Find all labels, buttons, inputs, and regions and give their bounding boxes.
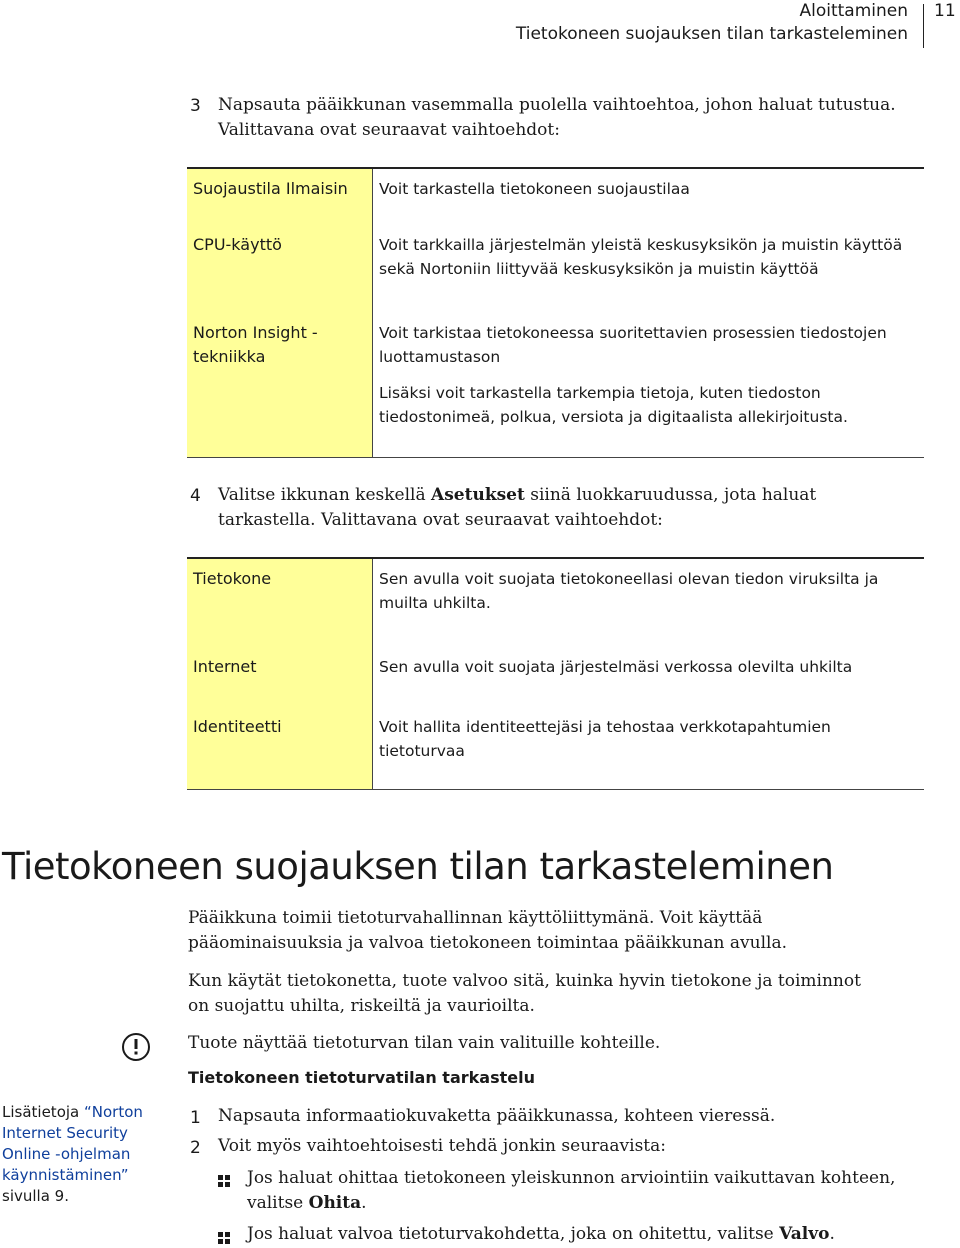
- cross-reference-note: [2, 1102, 152, 1207]
- step-line: Napsauta pääikkunan vasemmalla puolella vaihtoehtoa, johon haluat tutustua.: [218, 95, 896, 115]
- table-desc-text: Voit tarkastella tietokoneen suojaustilaa: [379, 180, 690, 198]
- table-desc: [372, 707, 924, 789]
- bullet-square-icon: [218, 1172, 230, 1184]
- ui-term: Asetukset: [431, 485, 525, 505]
- bullet-square-icon: [218, 1229, 230, 1241]
- table-desc: [372, 647, 924, 707]
- warning-icon: [121, 1032, 151, 1062]
- list-item: Jos haluat ohittaa tietokoneen yleiskunnon arviointiin vaikuttavan kohteen, valitse Ohita.: [247, 1168, 896, 1213]
- table-row: [187, 559, 924, 647]
- step-line: Valittavana ovat seuraavat vaihtoehdot:: [218, 120, 560, 140]
- paragraph: Kun käytät tietokonetta, tuote valvoo sitä, kuinka hyvin tietokone ja toiminnot on suojattu uhilta, riskeiltä ja vaurioilta.: [188, 971, 861, 1016]
- options-table-2: [187, 557, 924, 790]
- side-note-prefix: Lisätietoja: [2, 1103, 84, 1121]
- table-desc-text: Lisäksi voit tarkastella tarkempia tietoja, kuten tiedoston tiedostonimeä, polkua, versiota ja digitaalista allekirjoitusta.: [379, 384, 848, 426]
- table-desc: [372, 559, 924, 647]
- cross-reference-link[interactable]: “Norton Internet Security Online -ohjelman käynnistäminen”: [2, 1103, 143, 1184]
- table-row: [187, 225, 924, 313]
- table-desc-text: Sen avulla voit suojata järjestelmäsi verkossa olevilta uhkilta: [379, 658, 853, 676]
- ui-term: Ohita: [308, 1193, 362, 1213]
- list-item: Jos haluat valvoa tietoturvakohdetta, joka on ohitettu, valitse Valvo.: [247, 1224, 835, 1244]
- table-desc-text: Sen avulla voit suojata tietokoneellasi olevan tiedon viruksilta ja muilta uhkilta.: [379, 570, 879, 612]
- table-desc-text: Voit tarkistaa tietokoneessa suoritettavien prosessien tiedostojen luottamustason: [379, 324, 887, 366]
- header-divider: [923, 4, 924, 48]
- table-term: CPU-käyttö: [187, 225, 372, 313]
- table-term: Identiteetti: [187, 707, 372, 789]
- step-text: [218, 483, 928, 533]
- page-number: 11: [934, 1, 956, 21]
- step-text: [218, 93, 896, 143]
- options-table-1: [187, 167, 924, 458]
- step-number: 3: [190, 96, 201, 116]
- section-title: Tietokoneen suojauksen tilan tarkasteleminen: [2, 845, 834, 888]
- table-row: [187, 707, 924, 789]
- ui-term: Valvo: [779, 1224, 830, 1244]
- table-desc: [372, 169, 924, 225]
- step-text: Voit myös vaihtoehtoisesti tehdä jonkin seuraavista:: [218, 1136, 666, 1156]
- header-section: Aloittaminen: [799, 1, 908, 21]
- table-term: Tietokone: [187, 559, 372, 647]
- step-number: 4: [190, 486, 201, 506]
- table-term: Norton Insight -tekniikka: [187, 313, 372, 457]
- step-line: tarkastella. Valittavana ovat seuraavat vaihtoehdot:: [218, 510, 663, 530]
- table-desc-text: Voit hallita identiteettejäsi ja tehostaa verkkotapahtumien tietoturvaa: [379, 718, 831, 760]
- step-text: Napsauta informaatiokuvaketta pääikkunassa, kohteen vieressä.: [218, 1106, 776, 1126]
- step-number: 2: [190, 1138, 201, 1158]
- procedure-heading: Tietokoneen tietoturvatilan tarkastelu: [188, 1068, 535, 1087]
- table-desc: [372, 225, 924, 313]
- step-line: Valitse ikkunan keskellä Asetukset siinä luokkaruudussa, jota haluat: [218, 485, 817, 505]
- header-title: Tietokoneen suojauksen tilan tarkasteleminen: [515, 24, 908, 44]
- table-term: Suojaustila Ilmaisin: [187, 169, 372, 225]
- table-desc: [372, 313, 924, 457]
- table-row: [187, 647, 924, 707]
- table-term: Internet: [187, 647, 372, 707]
- paragraph: Pääikkuna toimii tietoturvahallinnan käyttöliittymänä. Voit käyttää pääominaisuuksia ja valvoa tietokoneen toimintaa pääikkunan avulla.: [188, 908, 788, 953]
- table-row: [187, 169, 924, 225]
- note-paragraph: Tuote näyttää tietoturvan tilan vain valituille kohteille.: [188, 1033, 661, 1053]
- table-desc-text: Voit tarkkailla järjestelmän yleistä keskusyksikön ja muistin käyttöä sekä Nortoniin liittyvää keskusyksikön ja muistin käyttöä: [379, 236, 903, 278]
- step-number: 1: [190, 1108, 201, 1128]
- side-note-suffix: sivulla 9.: [2, 1187, 69, 1205]
- table-row: [187, 313, 924, 457]
